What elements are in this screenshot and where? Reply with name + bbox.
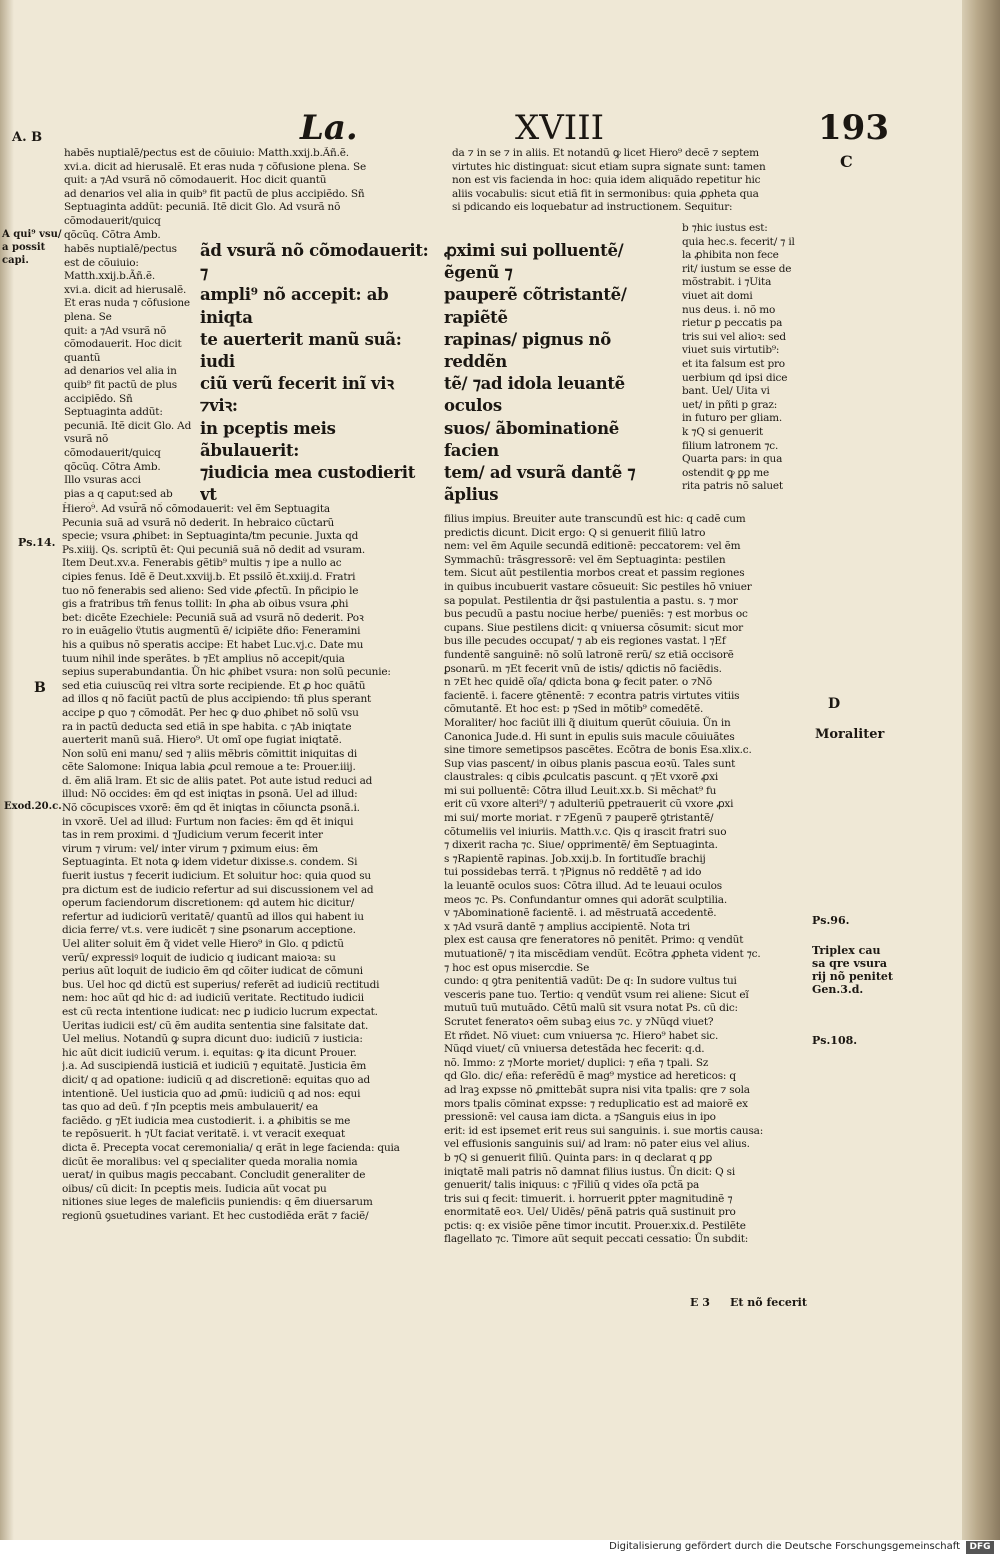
commentary-column-right: filius impius. Breuiter aute transcundũ est hic: q cadẽ cum predictis dicunt. Dicit ergo: Q si genuerit filiũ latro nem: vel ẽm Aquile secundã editionẽ: peccatorem: vel ẽm Symmachũ: trãsgressorẽ: vel ẽm Septuaginta: pestilen tem. Sicut aũt pestilentia morbos creat et passim regiones in quibus incubuerit vastare cõsueuit: Sic pestiles hõ vniuer sa populat. Pestilentia dr q̃si pastulentia a pastu. s. ⁊ mor bus pecudũ a pastu nociue herbe/ pueniẽs: ⁊ est morbus oc cupans. Siue pestilens dicit: q vniuersa cõsumit: sicut mor bus ille pecudes occupat/ ⁊ ab eis regiones vastat. l ⁊Ef fundentẽ sanguinẽ: nõ solũ latronẽ rerũ/ sz etiã occisorẽ ꝑsonarũ. m ⁊Et fecerit vnũ de istis/ qdictis nõ faciẽdis. n ⁊Et hec quidẽ oĩa/ qdicta bona ꝙ fecit pater. o ⁊Nõ facientẽ. i. facere ꝯtẽnentẽ: ⁊ econtra patris virtutes vitiis cõmutantẽ. Et hoc est: p ⁊Sed in mõtib⁹ comedẽtẽ. Moraliter/ hoc faciũt illi q̃ diuitum querũt cõuiuia. Ũn in Canonica Jude.d. Hi sunt in epulis suis macule cõuiuãtes sine timore semetipsos pascẽtes. Ecõtra de bonis Esa.xlix.c. Sup vias pascent/ in oibus planis pascua eoꝛũ. Tales sunt claustrales: q cibis ꝓculcatis pascunt. q ⁊Et vxorẽ ꝓxi mi sui polluentẽ: Cõtra illud Leuit.xx.b. Si mẽchat⁹ fu erit cũ vxore alteri⁹/ ⁊ adulteriũ ꝑpetrauerit cũ vxore ꝓxi mi sui/ morte moriat. r ⁊Egenũ ⁊ pauperẽ ꝯtristantẽ/ cõtumeliis vel iniuriis. Matth.v.c. Qis q irascit fratri suo ⁊ dixerit racha ⁊c. Siue/ opprimentẽ/ ẽm Septuaginta. s ⁊Rapientẽ rapinas. Job.xxij.b. In fortitudĩe brachij tui possidebas terrã. t ⁊Pignus nõ reddẽtẽ ⁊ ad ido la leuantẽ oculos suos: Cõtra illud. Ad te leuaui oculos meos ⁊c. Ps. Confundantur omnes qui adorãt sculptilia. v ⁊Abominationẽ facientẽ. i. ad mẽstruatã accedentẽ. x ⁊Ad vsurã dantẽ ⁊ amplius accipientẽ. Nota tri plex est causa qre feneratores nõ penitẽt. Primo: q vendũt mutuationẽ/ ⁊ ita miscẽdiam vendũt. Ecõtra ꝓpheta vident ⁊c. ⁊ hoc est opus misercdie. Se cundo: q ꝯtra penitentiã vadũt: De q: In sudore vultus tui vesceris pane tuo. Tertio: q vendũt vsum rei aliene: Sicut eĩ mutuũ tuũ mutuãdo. Cẽtũ malũ sit vsura notat Ps. cũ dic: Scrutet feneratoꝛ oẽm subaꝫ eius ⁊c. y ⁊Nũqd viuet? Et rñdet. Nõ viuet: cum vniuersa ⁊c. Hiero⁹ habet sic. Nũqd viuet/ cũ vniuersa detestãda hec fecerit: q.d. nõ. Immo: z ⁊Morte moriet/ duplici: ⁊ eña ⁊ tpali. Sz qd Glo. dic/ eña: referẽdũ ẽ mag⁹ mystice ad hereticos: q ad lraꝫ expsse nõ ꝓmittebãt supra nisi vita tpalis: qre ⁊ sola mors tpalis cõminat expsse: ⁊ reduplicatio est ad maiorẽ ex pressionẽ: vel causa iam dicta. a ⁊Sanguis eius in ipo erit: id est ipsemet erit reus sui sanguinis. i. sue mortis causa: vel effusionis sanguinis sui/ ad lram: nõ pater eius vel alius. b ⁊Q si genuerit filiũ. Quinta pars: in q declarat q ꝑꝑ iniqtatẽ mali patris nõ damnat filius iustus. Ũn dicit: Q si genuerit/ talis iniquus: c ⁊Filiũ q vides oĩa pctã pa tris sui q fecit: timuerit. i. horruerit ꝑpter magnitudinẽ ⁊ enormitatẽ eoꝛ. Uel/ Uidẽs/ pẽnã patris quã sustinuit pro pctis: q: ex visiõe pẽne timor incutit. Prouer.xix.d. Pestilẽte flagellato ⁊c. Timore aũt sequit peccati cessatio: Ũn subdit: <box>444 513 764 1246</box>
gloss-top-right: da ⁊ in se ⁊ in aliis. Et notandũ ꝙ licet Hiero⁹ decẽ ⁊ septem virtutes hic distinguat: sicut etiam supra signate sunt: tamen non est vis facienda in hoc: quia idem aliquãdo repetitur hic aliis vocabulis: sicut etiã fit in sermonibus: quia ꝓpheta qua si pdicando eis loquebatur ad instructionem. Sequitur: <box>452 147 766 214</box>
margin-mark-ab: A. B <box>12 130 43 145</box>
running-head-left: La. <box>300 108 358 148</box>
gloss-right-narrow: b ⁊hic iustus est: quia hec.s. fecerit/ ⁊ il la ꝓhibita non fece rit/ iustum se esse de mõstrabit. i ⁊Uita viuet ait domi nus deus. i. nõ mo rietur ꝑ peccatis pa tris sui vel alioꝛ: sed viuet suis virtutib⁹: et ita falsum est pro uerbium qd ipsi dice bant. Uel/ Uita vi uet/ in pñti p graz: in futuro per gliam. k ⁊Q si genuerit filium latronem ⁊c. Quarta pars: in qua ostendit ꝙ ꝑꝑ me rita patris nõ saluet <box>682 222 795 493</box>
dfg-logo: DFG <box>966 1541 994 1554</box>
margin-ref-ps14: Ps.14. <box>18 536 56 549</box>
gloss-left-narrow: habẽs nuptialẽ/pectus est de cõuiuio: Matth.xxij.b.Ãñ.ẽ. xvi.a. dicit ad hierusalẽ. Et eras nuda ⁊ cõfusione plena. Se quit: a ⁊Ad vsurã nõ cõmodauerit. Hoc dicit quantũ ad denarios vel alia in quib⁹ fit pactũ de plus accipiẽdo. Sñ Septuaginta addũt: pecuniã. Itẽ dicit Glo. Ad vsurã nõ cõmodauerit/quicq qõcũq. Cõtra Amb. Illo vsuras acci pias a q caput:sed ab <box>64 243 192 500</box>
margin-ref-ps108: Ps.108. <box>812 1034 858 1047</box>
margin-ref-ps96: Ps.96. <box>812 914 850 927</box>
margin-mark-b: B <box>34 680 46 696</box>
folio-number: 193 <box>818 108 889 148</box>
margin-note-moraliter: Moraliter <box>815 727 885 742</box>
signature-mark: E 3 <box>690 1296 710 1309</box>
scripture-column-right: ꝓximi sui polluentẽ/ ẽgenũ ⁊ pauperẽ cõtristantẽ/ rapiẽtẽ rapinas/ pignus nõ reddẽn tẽ/ ⁊ad idola leuantẽ oculos suos/ ãbominationẽ facien tem/ ad vsurã dantẽ ⁊ ãplius <box>444 241 636 505</box>
page-edge <box>962 0 1000 1540</box>
margin-note-triplex: Triplex cau sa qre vsura rij nõ penitet Gen.3.d. <box>812 944 893 996</box>
margin-ref-exod: Exod.20.c. <box>4 801 62 812</box>
catchword: Et nõ fecerit <box>730 1296 807 1309</box>
commentary-column-left: Hiero⁹. Ad vsurã nõ cõmodauerit: vel ẽm Septuagita Pecunia suã ad vsurã nõ dederit. In hebraico cũctarũ specie; vsura ꝓhibet: in Septuaginta/tm pecunie. Juxta qd Ps.xiiij. Qs. scriptũ ẽt: Qui pecuniã suã nõ dedit ad vsuram. Item Deut.xv.a. Fenerabis gẽtib⁹ multis ⁊ ipe a nullo ac cipies fenus. Idẽ ẽ Deut.xxviij.b. Et pssilõ ẽt.xxiij.d. Fratri tuo nõ fenerabis sed alieno: Sed vide ꝓfectũ. In pñcipio le gis a fratribus tm̃ fenus tollit: In ꝓha ab oibus vsura ꝓhi bet: dicẽte Ezechiele: Pecuniã suã ad vsurã nõ dederit. Poꝛ ro in euãgelio v̈tutis augmentũ ẽ/ icipiẽte dño: Feneramini his a quibus nõ speratis accipe: Et habet Luc.vj.c. Date mu tuum nihil inde sperãtes. b ⁊Et amplius nõ accepit/quia sepius superabundantia. Ũn hic ꝓhibet vsura: non solũ pecunie: sed etia cuiuscũq rei vltra sorte recipiende. Et ꝓ hoc quãtũ ad illos q nõ faciũt pactũ de plus accipiendo: tñ plus sperant accipe ꝑ quo ⁊ cõmodãt. Per hec ꝙ duo ꝓhibet nõ solũ vsu ra in pactũ deducta sed etiã in spe habita. c ⁊Ab iniqtate auerterit manũ suã. Hiero⁹. Ut omĩ ope fugiat iniqtatẽ. Non solũ eni manu/ sed ⁊ aliis mẽbris cõmittit iniquitas di cẽte Salomone: Iniqua labia ꝓcul remoue a te: Prouer.iiij. d. ẽm aliã lram. Et sic de aliis patet. Pot aute istud reduci ad illud: Nõ occides: ẽm qd est iniqtas in ꝑsonã. Uel ad illud: Nõ cõcupisces vxorẽ: ẽm qd ẽt iniqtas in cõiuncta ꝑsonã.i. in vxorẽ. Uel ad illud: Furtum non facies: ẽm qd ẽt iniqui tas in rem proximi. d ⁊Judicium verum fecerit inter virum ⁊ virum: vel/ inter virum ⁊ ꝑximum eius: ẽm Septuaginta. Et nota ꝙ idem videtur dixisse.s. condem. Si fuerit iustus ⁊ fecerit iudicium. Et soluitur hoc: quia quod su pra dictum est de iudicio refertur ad sui discussionem vel ad operum faciendorum discretionem: qd autem hic dicitur/ refertur ad iudiciorũ veritatẽ/ quantũ ad illos qui habent iu dicia ferre/ vt.s. vere iudicẽt ⁊ sine ꝑsonarum acceptione. Uel aliter soluit ẽm q̃ videt velle Hiero⁹ in Glo. q pdictũ verũ/ expressiꝰ loquit de iudicio q iudicant maioꝛa: su perius aũt loquit de iudicio ẽm qd cõiter iudicat de cõmuni bus. Uel hoc qd dictũ est superius/ referẽt ad iudiciũ rectitudi nem: hoc aũt qd hic d: ad iudiciũ veritate. Rectitudo iudicii est cũ recta intentione iudicat: nec ꝑ iudicio lucrum expectat. Ueritas iudicii est/ cũ ẽm audita sententia sine falsitate dat. Uel melius. Notandũ ꝙ supra dicunt duo: iudiciũ ⁊ iusticia: hic aũt dicit iudiciũ verum. i. equitas: ꝙ ita dicunt Prouer. j.a. Ad suscipiendã iusticiã et iudiciũ ⁊ equitatẽ. Justicia ẽm dicit/ q ad opatione: iudiciũ q ad discretionẽ: equitas quo ad intentionẽ. Uel iusticia quo ad ꝓmũ: iudiciũ q ad nos: equi tas quo ad deũ. f ⁊In pceptis meis ambulauerit/ ea faciẽdo. g ⁊Et iudicia mea custodierit. i. a ꝓhibitis se me te repõsuerit. h ⁊Ut faciat veritatẽ. i. vt veracit exequat dicta ẽ. Precepta vocat ceremonialia/ q erãt in lege facienda: quia dicũt ẽe moralibus: vel q specialiter queda moralia nomia uerat/ in quibus magis peccabant. Concludit generaliter de oibus/ cũ dicit: In pceptis meis. Iudicia aũt vocat pu nitiones siue leges de maleficiis puniendis: q ẽm diuersarum regionũ ꝯsuetudines variant. Et hec custodiẽda erãt ⁊ faciẽ/ <box>62 503 400 1222</box>
running-head-chapter: XVIII <box>515 108 605 148</box>
section-mark-c: C <box>840 152 853 171</box>
gloss-top-left: habẽs nuptialẽ/pectus est de cõuiuio: Matth.xxij.b.Ãñ.ẽ. xvi.a. dicit ad hierusalẽ. Et eras nuda ⁊ cõfusione plena. Se quit: a ⁊Ad vsurã nõ cõmodauerit. Hoc dicit quantũ ad denarios vel alia in quib⁹ fit pactũ de plus accipiẽdo. Sñ Septuaginta addũt: pecuniã. Itẽ dicit Glo. Ad vsurã nõ cõmodauerit/quicq qõcũq. Cõtra Amb. <box>64 147 366 241</box>
margin-mark-d: D <box>828 696 841 712</box>
scripture-column-left: ãd vsurã nõ cõmodauerit: ⁊ ampli⁹ nõ accepit: ab iniqta te auerterit manũ suã: iudi ciũ verũ fecerit inĩ viꝛ ⁊viꝛ: in pceptis meis ãbulauerit: ⁊iudicia mea custodierit vt <box>200 241 429 505</box>
margin-note-usura: A qui⁹ vsu/ a possit capi. <box>2 229 62 266</box>
digitization-credit: Digitalisierung gefördert durch die Deutsche Forschungsgemeinschaft <box>609 1541 960 1552</box>
